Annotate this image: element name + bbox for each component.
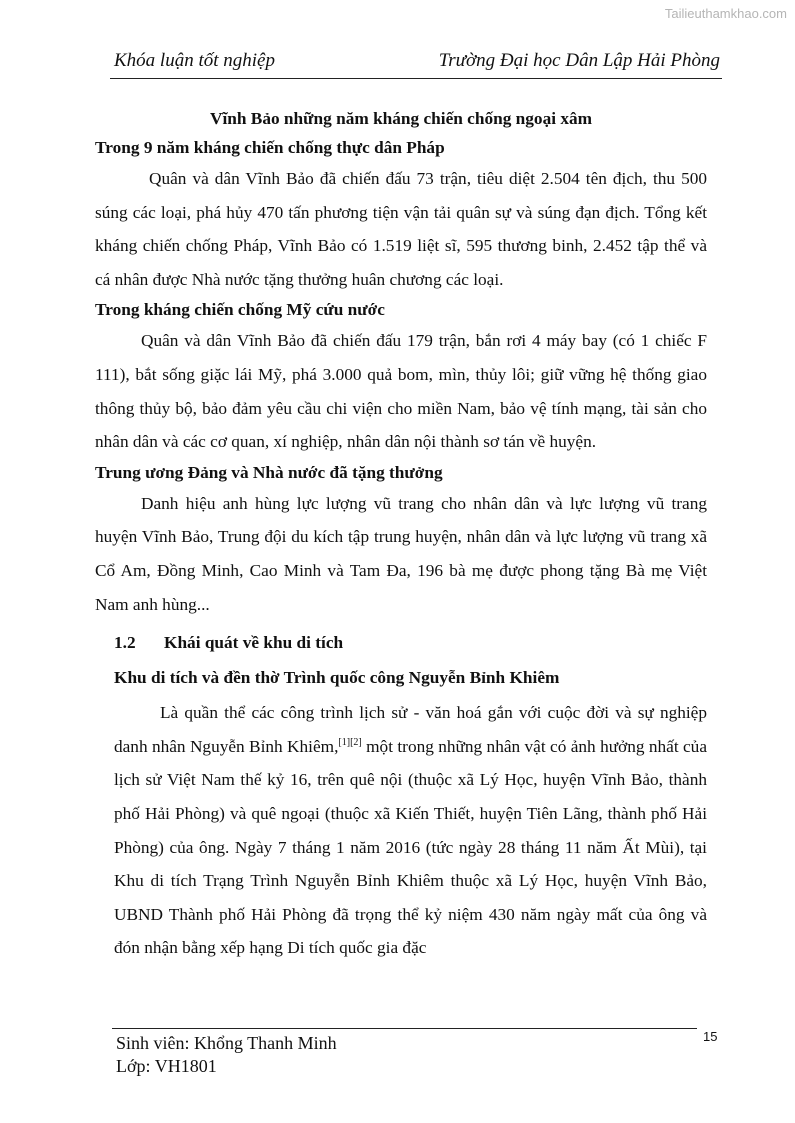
subheading-american-war: Trong kháng chiến chống Mỹ cứu nước — [95, 300, 385, 320]
subheading-awards: Trung ương Đảng và Nhà nước đã tặng thưởng — [95, 462, 443, 482]
section-title: Khái quát về khu di tích — [164, 633, 344, 653]
page-heading: Vĩnh Bảo những năm kháng chiến chống ngoại xâm — [209, 109, 593, 128]
footer-info — [116, 1032, 337, 1078]
paragraph-relic-site-start: Là quần thể các công trình lịch sử - văn hoá gắn với cuộc đời và sự nghiệp danh nhân Nguyễn Bỉnh Khiêm, — [114, 703, 707, 756]
page-number: 15 — [703, 1029, 718, 1044]
section-number: 1.2 — [114, 633, 136, 653]
footer-student: Sinh viên: Khổng Thanh Minh — [116, 1033, 337, 1053]
watermark: Tailieuthamkhao.com — [664, 6, 787, 21]
subheading-relic-site: Khu di tích và đền thờ Trình quốc công Nguyễn Bỉnh Khiêm — [114, 668, 560, 688]
header-left-title: Khóa luận tốt nghiệp — [114, 50, 275, 71]
header-right-title: Trường Đại học Dân Lập Hải Phòng — [438, 50, 720, 71]
page-body — [95, 106, 707, 965]
footer-class: Lớp: VH1801 — [116, 1056, 217, 1076]
paragraph-french-war: Quân và dân Vĩnh Bảo đã chiến đấu 73 trận, tiêu diệt 2.504 tên địch, thu 500 súng các loại, phá hủy 470 tấn phương tiện vận tải quân sự và súng đạn địch. Tổng kết kháng chiến chống Pháp, Vĩnh Bảo có 1.519 liệt sĩ, 595 thương binh, 2.452 tập thể và cá nhân được Nhà nước tặng thưởng huân chương các loại. — [95, 169, 707, 289]
header-divider — [110, 78, 722, 79]
paragraph-awards: Danh hiệu anh hùng lực lượng vũ trang cho nhân dân và lực lượng vũ trang huyện Vĩnh Bảo, Trung đội du kích tập trung huyện, nhân dân và lực lượng vũ trang xã Cổ Am, Đồng Minh, Cao Minh và Tam Đa, 196 bà mẹ được phong tặng Bà mẹ Việt Nam anh hùng... — [95, 493, 707, 614]
section-heading — [114, 627, 707, 658]
citation-ref[interactable]: [1][2] — [338, 736, 362, 748]
footer-divider — [112, 1028, 697, 1029]
paragraph-relic-site-end: một trong những nhân vật có ảnh hưởng nhất của lịch sử Việt Nam thế kỷ 16, trên quê nội (thuộc xã Lý Học, huyện Vĩnh Bảo, thành phố Hải Phòng) và quê ngoại (thuộc xã Kiến Thiết, huyện Tiên Lãng, thành phố Hải Phòng) của ông. Ngày 7 tháng 1 năm 2016 (tức ngày 28 tháng 11 năm Ất Mùi), tại Khu di tích Trạng Trình Nguyễn Bỉnh Khiêm thuộc xã Lý Học, huyện Vĩnh Bảo, UBND Thành phố Hải Phòng đã trọng thể kỷ niệm 430 năm ngày mất của ông và đón nhận bằng xếp hạng Di tích quốc gia đặc — [114, 736, 707, 958]
paragraph-relic-site — [114, 696, 707, 965]
paragraph-american-war: Quân và dân Vĩnh Bảo đã chiến đấu 179 trận, bắn rơi 4 máy bay (có 1 chiếc F 111), bắt sống giặc lái Mỹ, phá 3.000 quả bom, mìn, thủy lôi; giữ vững hệ thống giao thông thủy bộ, bảo đảm yêu cầu chi viện cho miền Nam, bảo vệ tính mạng, tài sản cho nhân dân và các cơ quan, xí nghiệp, nhân dân nội thành sơ tán về huyện. — [95, 331, 707, 452]
subheading-french-war: Trong 9 năm kháng chiến chống thực dân Pháp — [95, 138, 445, 157]
